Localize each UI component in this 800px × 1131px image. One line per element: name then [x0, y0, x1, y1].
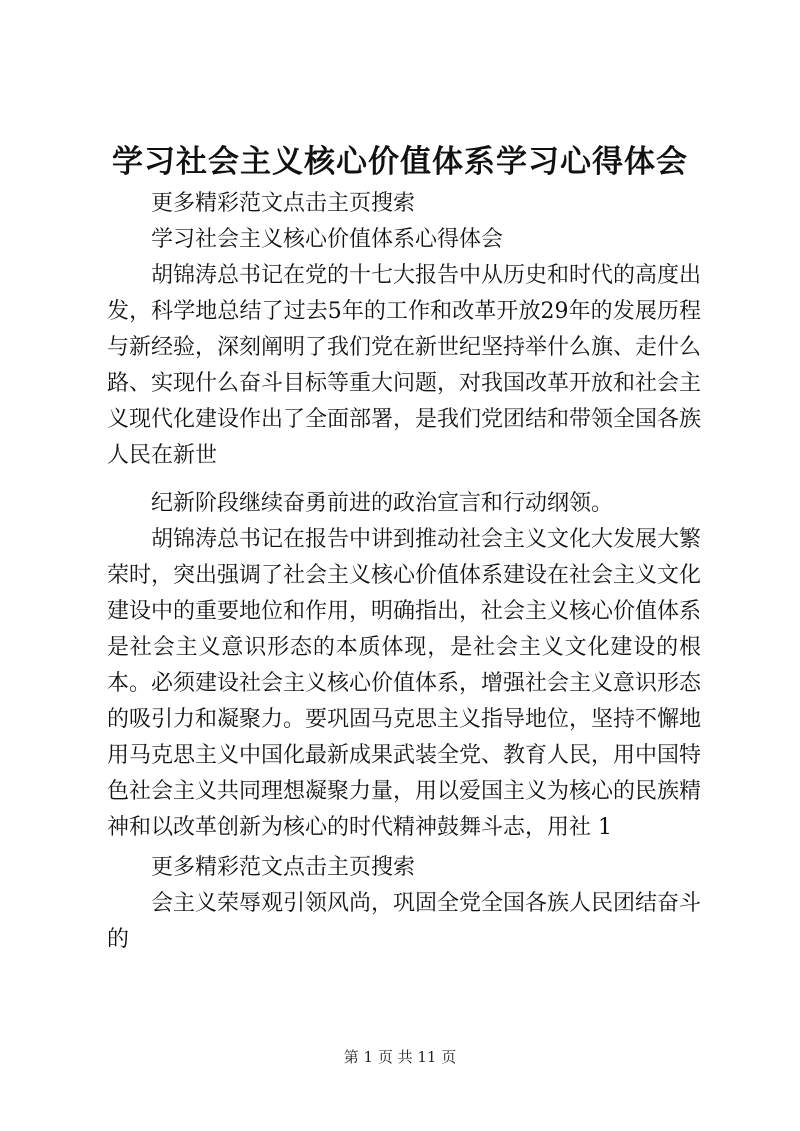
- promo-line-2: 更多精彩范文点击主页搜索: [151, 855, 416, 880]
- promo-line: 更多精彩范文点击主页搜索: [151, 191, 416, 216]
- document-title: 学习社会主义核心价值体系学习心得体会: [112, 144, 688, 180]
- subtitle-line: 学习社会主义核心价值体系心得体会: [151, 227, 504, 252]
- paragraph-4: 会主义荣辱观引领风尚，巩固全党全国各族人民团结奋斗的: [107, 891, 702, 952]
- paragraph-2: 纪新阶段继续奋勇前进的政治宣言和行动纲领。: [151, 491, 614, 516]
- paragraph-3: 胡锦涛总书记在报告中讲到推动社会主义文化大发展大繁荣时，突出强调了社会主义核心价值体系建设在社会主义文化建设中的重要地位和作用，明确指出，社会主义核心价值体系是社会主义意识形态的本质体现，是社会主义文化建设的根本。必须建设社会主义核心价值体系，增强社会主义意识形态的吸引力和凝聚力。要巩固马克思主义指导地位，坚持不懈地用马克思主义中国化最新成果武装全党、教育人民，用中国特色社会主义共同理想凝聚力量，用以爱国主义为核心的民族精神和以改革创新为核心的时代精神鼓舞斗志，用社 1: [107, 527, 702, 840]
- page-number: 第 1 页 共 11 页: [343, 1048, 457, 1066]
- document-body: [107, 186, 701, 958]
- paragraph-1: 胡锦涛总书记在党的十七大报告中从历史和时代的高度出发，科学地总结了过去5年的工作和改革开放29年的发展历程与新经验，深刻阐明了我们党在新世纪坚持举什么旗、走什么路、实现什么奋斗目标等重大问题，对我国改革开放和社会主义现代化建设作出了全面部署，是我们党团结和带领全国各族人民在新世: [107, 263, 702, 468]
- page-footer: [0, 1046, 800, 1068]
